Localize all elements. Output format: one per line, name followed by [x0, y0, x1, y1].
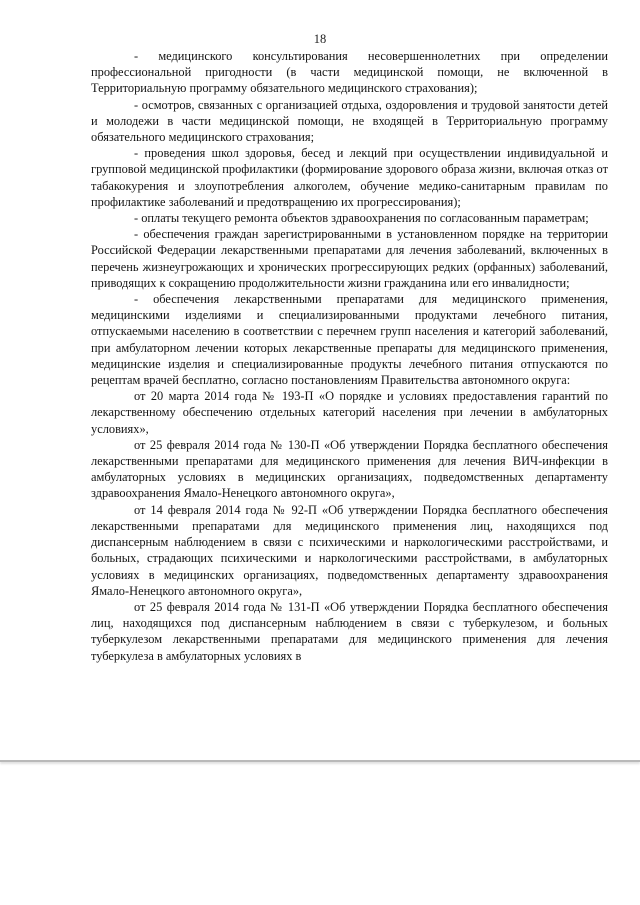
- document-body: [91, 48, 608, 664]
- paragraph: - проведения школ здоровья, бесед и лекций при осуществлении индивидуальной и групповой медицинской профилактики (формирование здорового образа жизни, включая отказ от табакокурения и злоупотребления алкоголем, обучение медико-санитарным правилам по профилактике заболеваний и предотвращению их прогрессирования);: [91, 146, 608, 209]
- paragraph: - обеспечения граждан зарегистрированными в установленном порядке на территории Российской Федерации лекарственными препаратами для лечения заболеваний, включенных в перечень жизнеугрожающих и хронических прогрессирующих редких (орфанных) заболеваний, приводящих к сокращению продолжительности жизни гражданина или его инвалидности;: [91, 227, 608, 290]
- paragraph: от 25 февраля 2014 года № 130-П «Об утверждении Порядка бесплатного обеспечения лекарственными препаратами для медицинского применения для лечения ВИЧ-инфекции в амбулаторных условиях в медицинских организациях, подведомственных департаменту здравоохранения Ямало-Ненецкого автономного округа»,: [91, 437, 608, 501]
- page-number: 18: [313, 32, 327, 46]
- paragraph: от 20 марта 2014 года № 193-П «О порядке и условиях предоставления гарантий по лекарственному обеспечению отдельных категорий населения при лечении в амбулаторных условиях»,: [91, 389, 608, 436]
- paragraph: - медицинского консультирования несовершеннолетних при определении профессиональной пригодности (в части медицинской помощи, не включенной в Территориальную программу обязательного медицинского страхования);: [91, 49, 608, 96]
- paragraph: - осмотров, связанных с организацией отдыха, оздоровления и трудовой занятости детей и молодежи в части медицинской помощи, не входящей в Территориальную программу обязательного медицинского страхования;: [91, 97, 608, 145]
- paragraph: от 14 февраля 2014 года № 92-П «Об утверждении Порядка бесплатного обеспечения лекарственными препаратами для медицинского применения лиц, находящихся под диспансерным наблюдением в связи с психическими и наркологическими расстройствами, и больных, страдающих психическими и наркологическими расстройствами, в амбулаторных условиях в медицинских организациях, подведомственных департаменту здравоохранения Ямало-Ненецкого автономного округа»,: [91, 502, 608, 598]
- paragraph: от 25 февраля 2014 года № 131-П «Об утверждении Порядка бесплатного обеспечения лиц, находящихся под диспансерным наблюдением в связи с туберкулезом, и больных туберкулезом лекарственными препаратами для медицинского применения для лечения туберкулеза в амбулаторных условиях в: [91, 599, 608, 663]
- paragraph: - оплаты текущего ремонта объектов здравоохранения по согласованным параметрам;: [134, 211, 589, 226]
- paragraph: - обеспечения лекарственными препаратами для медицинского применения, медицинскими изделиями и специализированными продуктами лечебного питания, отпускаемыми населению в соответствии с перечнем групп населения и категорий заболеваний, при амбулаторном лечении которых лекарственные препараты для медицинского применения, медицинские изделия и специализированные продукты лечебного питания отпускаются по рецептам врачей бесплатно, согласно постановлениям Правительства автономного округа:: [91, 292, 608, 388]
